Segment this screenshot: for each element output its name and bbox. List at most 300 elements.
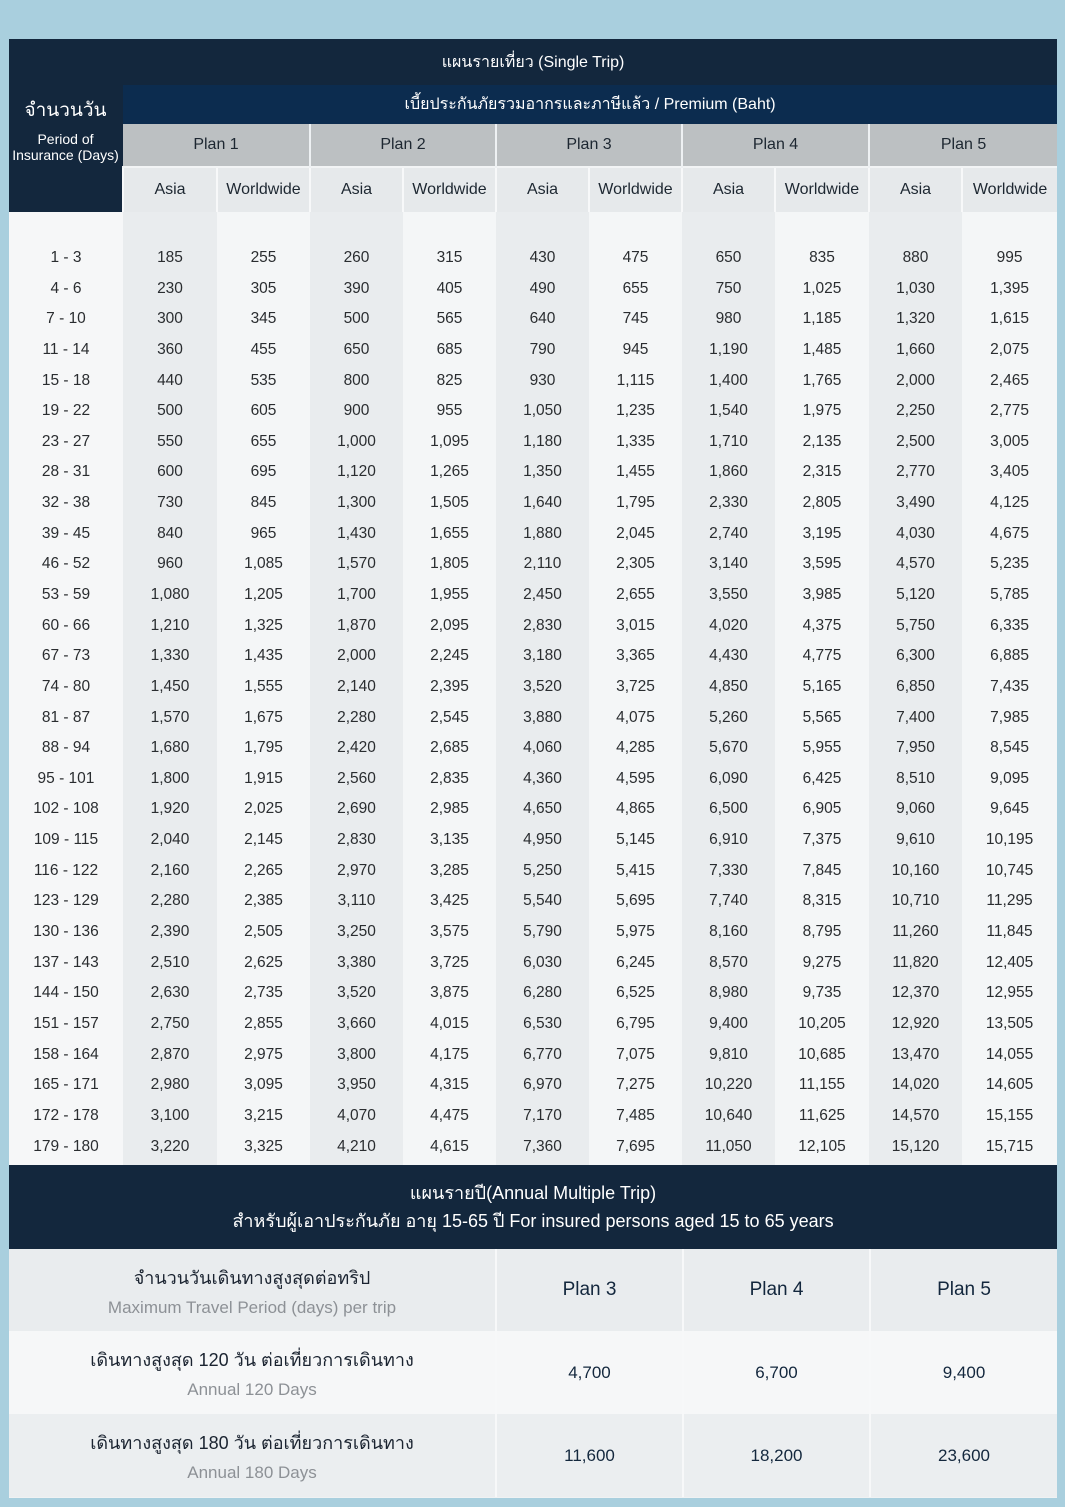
premium-cell: 1,555 bbox=[217, 672, 310, 703]
premium-cell: 345 bbox=[217, 304, 310, 335]
premium-cell: 3,220 bbox=[123, 1131, 217, 1162]
rate-row bbox=[9, 886, 1057, 917]
premium-cell: 3,250 bbox=[310, 917, 403, 948]
premium-cell: 7,485 bbox=[589, 1101, 682, 1132]
premium-cell: 1,540 bbox=[682, 396, 775, 427]
days-range: 15 - 18 bbox=[9, 365, 123, 396]
premium-cell: 2,870 bbox=[123, 1039, 217, 1070]
rate-row bbox=[9, 396, 1057, 427]
days-range: 23 - 27 bbox=[9, 426, 123, 457]
premium-cell: 2,830 bbox=[496, 610, 589, 641]
annual-trip-table bbox=[9, 1165, 1057, 1497]
premium-header: เบี้ยประกันภัยรวมอากรและภาษีแล้ว / Premium (Baht) bbox=[123, 85, 1057, 124]
premium-cell: 1,025 bbox=[775, 273, 869, 304]
rate-row bbox=[9, 641, 1057, 672]
rate-row bbox=[9, 855, 1057, 886]
premium-cell: 300 bbox=[123, 304, 217, 335]
premium-cell: 4,865 bbox=[589, 794, 682, 825]
premium-cell: 1,325 bbox=[217, 610, 310, 641]
days-range: 95 - 101 bbox=[9, 764, 123, 795]
premium-cell: 390 bbox=[310, 273, 403, 304]
premium-cell: 4,020 bbox=[682, 610, 775, 641]
days-range: 137 - 143 bbox=[9, 947, 123, 978]
premium-cell: 10,710 bbox=[869, 886, 962, 917]
premium-cell: 2,135 bbox=[775, 426, 869, 457]
premium-cell: 8,570 bbox=[682, 947, 775, 978]
premium-cell: 5,165 bbox=[775, 672, 869, 703]
annual-price: 23,600 bbox=[870, 1414, 1057, 1497]
premium-cell: 745 bbox=[589, 304, 682, 335]
premium-cell: 490 bbox=[496, 273, 589, 304]
premium-cell: 9,095 bbox=[962, 764, 1057, 795]
premium-cell: 3,095 bbox=[217, 1070, 310, 1101]
rate-row bbox=[9, 917, 1057, 948]
premium-cell: 2,280 bbox=[123, 886, 217, 917]
premium-cell: 305 bbox=[217, 273, 310, 304]
premium-cell: 1,395 bbox=[962, 273, 1057, 304]
premium-cell: 3,140 bbox=[682, 549, 775, 580]
annual-title-line1: แผนรายปี(Annual Multiple Trip) bbox=[409, 1183, 657, 1203]
premium-cell: 3,110 bbox=[310, 886, 403, 917]
premium-cell: 8,545 bbox=[962, 733, 1057, 764]
premium-cell: 10,195 bbox=[962, 825, 1057, 856]
premium-cell: 535 bbox=[217, 365, 310, 396]
region-header-asia: Asia bbox=[869, 167, 962, 212]
premium-cell: 4,075 bbox=[589, 702, 682, 733]
header-label-thai: จำนวนวันเดินทางสูงสุดต่อทริป bbox=[133, 1267, 371, 1288]
premium-cell: 825 bbox=[403, 365, 496, 396]
premium-cell: 3,520 bbox=[496, 672, 589, 703]
premium-cell: 9,400 bbox=[682, 1009, 775, 1040]
days-range: 165 - 171 bbox=[9, 1070, 123, 1101]
premium-cell: 3,875 bbox=[403, 978, 496, 1009]
premium-cell: 1,320 bbox=[869, 304, 962, 335]
premium-cell: 4,675 bbox=[962, 518, 1057, 549]
days-range: 151 - 157 bbox=[9, 1009, 123, 1040]
days-range: 19 - 22 bbox=[9, 396, 123, 427]
annual-row bbox=[9, 1331, 1057, 1414]
days-range: 158 - 164 bbox=[9, 1039, 123, 1070]
premium-cell: 9,645 bbox=[962, 794, 1057, 825]
premium-cell: 2,160 bbox=[123, 855, 217, 886]
rate-row bbox=[9, 488, 1057, 519]
rate-row bbox=[9, 978, 1057, 1009]
rate-row bbox=[9, 733, 1057, 764]
premium-cell: 2,000 bbox=[869, 365, 962, 396]
premium-cell: 6,245 bbox=[589, 947, 682, 978]
premium-cell: 4,950 bbox=[496, 825, 589, 856]
premium-cell: 2,770 bbox=[869, 457, 962, 488]
premium-cell: 4,475 bbox=[403, 1101, 496, 1132]
days-range: 102 - 108 bbox=[9, 794, 123, 825]
premium-cell: 5,695 bbox=[589, 886, 682, 917]
premium-cell: 3,725 bbox=[403, 947, 496, 978]
premium-cell: 1,080 bbox=[123, 580, 217, 611]
annual-trip-panel bbox=[9, 1165, 1057, 1498]
annual-price: 9,400 bbox=[870, 1331, 1057, 1414]
premium-cell: 360 bbox=[123, 335, 217, 366]
premium-cell: 7,950 bbox=[869, 733, 962, 764]
rate-row bbox=[9, 610, 1057, 641]
premium-cell: 1,330 bbox=[123, 641, 217, 672]
premium-cell: 6,090 bbox=[682, 764, 775, 795]
premium-cell: 7,740 bbox=[682, 886, 775, 917]
premium-cell: 2,040 bbox=[123, 825, 217, 856]
premium-cell: 14,605 bbox=[962, 1070, 1057, 1101]
premium-cell: 9,810 bbox=[682, 1039, 775, 1070]
premium-cell: 3,950 bbox=[310, 1070, 403, 1101]
premium-cell: 11,845 bbox=[962, 917, 1057, 948]
premium-cell: 4,060 bbox=[496, 733, 589, 764]
premium-cell: 2,145 bbox=[217, 825, 310, 856]
premium-cell: 1,030 bbox=[869, 273, 962, 304]
premium-cell: 1,000 bbox=[310, 426, 403, 457]
premium-cell: 3,285 bbox=[403, 855, 496, 886]
premium-cell: 6,850 bbox=[869, 672, 962, 703]
premium-cell: 6,530 bbox=[496, 1009, 589, 1040]
premium-cell: 5,975 bbox=[589, 917, 682, 948]
premium-cell: 11,050 bbox=[682, 1131, 775, 1162]
premium-cell: 9,060 bbox=[869, 794, 962, 825]
premium-cell: 5,750 bbox=[869, 610, 962, 641]
premium-cell: 5,260 bbox=[682, 702, 775, 733]
premium-cell: 5,235 bbox=[962, 549, 1057, 580]
premium-cell: 2,330 bbox=[682, 488, 775, 519]
annual-price: 6,700 bbox=[683, 1331, 870, 1414]
annual-price: 18,200 bbox=[683, 1414, 870, 1497]
premium-cell: 640 bbox=[496, 304, 589, 335]
premium-cell: 5,565 bbox=[775, 702, 869, 733]
premium-cell: 2,630 bbox=[123, 978, 217, 1009]
premium-cell: 4,775 bbox=[775, 641, 869, 672]
premium-cell: 2,805 bbox=[775, 488, 869, 519]
premium-cell: 500 bbox=[123, 396, 217, 427]
premium-cell: 835 bbox=[775, 243, 869, 274]
premium-cell: 1,120 bbox=[310, 457, 403, 488]
days-range: 4 - 6 bbox=[9, 273, 123, 304]
premium-cell: 1,805 bbox=[403, 549, 496, 580]
rate-row bbox=[9, 1070, 1057, 1101]
rate-row bbox=[9, 702, 1057, 733]
premium-cell: 600 bbox=[123, 457, 217, 488]
premium-cell: 11,625 bbox=[775, 1101, 869, 1132]
premium-cell: 650 bbox=[310, 335, 403, 366]
premium-cell: 3,015 bbox=[589, 610, 682, 641]
premium-cell: 2,000 bbox=[310, 641, 403, 672]
premium-cell: 4,070 bbox=[310, 1101, 403, 1132]
premium-cell: 1,115 bbox=[589, 365, 682, 396]
plan-header: Plan 4 bbox=[682, 124, 869, 167]
rate-row bbox=[9, 947, 1057, 978]
rate-row bbox=[9, 549, 1057, 580]
premium-cell: 2,690 bbox=[310, 794, 403, 825]
single-trip-panel bbox=[9, 39, 1057, 1155]
premium-cell: 650 bbox=[682, 243, 775, 274]
premium-cell: 10,685 bbox=[775, 1039, 869, 1070]
premium-cell: 2,140 bbox=[310, 672, 403, 703]
premium-cell: 2,545 bbox=[403, 702, 496, 733]
premium-cell: 800 bbox=[310, 365, 403, 396]
premium-cell: 1,095 bbox=[403, 426, 496, 457]
rate-row bbox=[9, 365, 1057, 396]
row-label-en: Annual 120 Days bbox=[187, 1380, 317, 1399]
premium-cell: 6,335 bbox=[962, 610, 1057, 641]
days-range: 1 - 3 bbox=[9, 243, 123, 274]
premium-cell: 1,700 bbox=[310, 580, 403, 611]
premium-cell: 2,305 bbox=[589, 549, 682, 580]
rate-row bbox=[9, 1131, 1057, 1162]
premium-cell: 12,370 bbox=[869, 978, 962, 1009]
max-travel-period-header bbox=[9, 1249, 496, 1331]
days-range: 88 - 94 bbox=[9, 733, 123, 764]
premium-cell: 8,510 bbox=[869, 764, 962, 795]
premium-cell: 3,520 bbox=[310, 978, 403, 1009]
premium-cell: 4,570 bbox=[869, 549, 962, 580]
premium-cell: 790 bbox=[496, 335, 589, 366]
premium-cell: 1,435 bbox=[217, 641, 310, 672]
premium-cell: 965 bbox=[217, 518, 310, 549]
premium-cell: 1,185 bbox=[775, 304, 869, 335]
days-range: 28 - 31 bbox=[9, 457, 123, 488]
premium-cell: 7,695 bbox=[589, 1131, 682, 1162]
rate-row bbox=[9, 243, 1057, 274]
premium-cell: 2,560 bbox=[310, 764, 403, 795]
annual-plan-header: Plan 5 bbox=[870, 1249, 1057, 1331]
rate-row bbox=[9, 672, 1057, 703]
premium-cell: 1,180 bbox=[496, 426, 589, 457]
days-range: 53 - 59 bbox=[9, 580, 123, 611]
premium-cell: 2,245 bbox=[403, 641, 496, 672]
premium-cell: 550 bbox=[123, 426, 217, 457]
premium-cell: 260 bbox=[310, 243, 403, 274]
premium-cell: 695 bbox=[217, 457, 310, 488]
premium-cell: 5,785 bbox=[962, 580, 1057, 611]
plan-header: Plan 2 bbox=[310, 124, 496, 167]
premium-cell: 840 bbox=[123, 518, 217, 549]
days-range: 74 - 80 bbox=[9, 672, 123, 703]
annual-trip-title bbox=[9, 1165, 1057, 1249]
premium-cell: 6,795 bbox=[589, 1009, 682, 1040]
premium-cell: 1,205 bbox=[217, 580, 310, 611]
days-header-thai: จำนวนวัน bbox=[24, 100, 107, 121]
premium-cell: 15,155 bbox=[962, 1101, 1057, 1132]
premium-cell: 2,045 bbox=[589, 518, 682, 549]
premium-cell: 1,570 bbox=[123, 702, 217, 733]
premium-cell: 255 bbox=[217, 243, 310, 274]
premium-cell: 7,075 bbox=[589, 1039, 682, 1070]
premium-cell: 7,170 bbox=[496, 1101, 589, 1132]
premium-cell: 315 bbox=[403, 243, 496, 274]
premium-cell: 1,915 bbox=[217, 764, 310, 795]
premium-cell: 3,595 bbox=[775, 549, 869, 580]
premium-cell: 6,910 bbox=[682, 825, 775, 856]
days-range: 67 - 73 bbox=[9, 641, 123, 672]
annual-plan-header: Plan 4 bbox=[683, 1249, 870, 1331]
premium-cell: 1,975 bbox=[775, 396, 869, 427]
premium-cell: 4,375 bbox=[775, 610, 869, 641]
region-header-asia: Asia bbox=[310, 167, 403, 212]
annual-row-label bbox=[9, 1331, 496, 1414]
premium-cell: 10,160 bbox=[869, 855, 962, 886]
premium-cell: 12,955 bbox=[962, 978, 1057, 1009]
premium-cell: 7,845 bbox=[775, 855, 869, 886]
premium-cell: 4,210 bbox=[310, 1131, 403, 1162]
premium-cell: 4,125 bbox=[962, 488, 1057, 519]
rate-row bbox=[9, 1101, 1057, 1132]
premium-cell: 3,490 bbox=[869, 488, 962, 519]
region-header-asia: Asia bbox=[496, 167, 589, 212]
premium-cell: 2,775 bbox=[962, 396, 1057, 427]
premium-cell: 3,180 bbox=[496, 641, 589, 672]
premium-cell: 6,885 bbox=[962, 641, 1057, 672]
annual-row-label bbox=[9, 1414, 496, 1497]
premium-cell: 1,615 bbox=[962, 304, 1057, 335]
premium-cell: 4,595 bbox=[589, 764, 682, 795]
premium-cell: 12,405 bbox=[962, 947, 1057, 978]
premium-cell: 3,380 bbox=[310, 947, 403, 978]
premium-cell: 6,525 bbox=[589, 978, 682, 1009]
premium-cell: 455 bbox=[217, 335, 310, 366]
premium-cell: 3,550 bbox=[682, 580, 775, 611]
premium-cell: 10,205 bbox=[775, 1009, 869, 1040]
plan-header: Plan 3 bbox=[496, 124, 682, 167]
premium-cell: 1,920 bbox=[123, 794, 217, 825]
annual-plan-header: Plan 3 bbox=[496, 1249, 683, 1331]
premium-cell: 5,145 bbox=[589, 825, 682, 856]
premium-cell: 1,640 bbox=[496, 488, 589, 519]
region-header-worldwide: Worldwide bbox=[403, 167, 496, 212]
premium-cell: 2,835 bbox=[403, 764, 496, 795]
premium-cell: 3,405 bbox=[962, 457, 1057, 488]
premium-cell: 1,085 bbox=[217, 549, 310, 580]
premium-cell: 1,190 bbox=[682, 335, 775, 366]
premium-cell: 2,250 bbox=[869, 396, 962, 427]
days-range: 109 - 115 bbox=[9, 825, 123, 856]
premium-cell: 6,300 bbox=[869, 641, 962, 672]
premium-cell: 3,005 bbox=[962, 426, 1057, 457]
premium-cell: 2,395 bbox=[403, 672, 496, 703]
annual-price: 4,700 bbox=[496, 1331, 683, 1414]
premium-cell: 1,335 bbox=[589, 426, 682, 457]
premium-cell: 1,710 bbox=[682, 426, 775, 457]
premium-cell: 2,510 bbox=[123, 947, 217, 978]
premium-cell: 1,400 bbox=[682, 365, 775, 396]
premium-cell: 655 bbox=[589, 273, 682, 304]
row-label-thai: เดินทางสูงสุด 120 วัน ต่อเที่ยวการเดินทาง bbox=[90, 1350, 414, 1370]
premium-cell: 1,050 bbox=[496, 396, 589, 427]
premium-cell: 1,795 bbox=[217, 733, 310, 764]
premium-cell: 7,330 bbox=[682, 855, 775, 886]
premium-cell: 3,985 bbox=[775, 580, 869, 611]
premium-cell: 2,420 bbox=[310, 733, 403, 764]
row-label-thai: เดินทางสูงสุด 180 วัน ต่อเที่ยวการเดินทาง bbox=[90, 1433, 414, 1453]
premium-cell: 500 bbox=[310, 304, 403, 335]
days-range: 32 - 38 bbox=[9, 488, 123, 519]
days-range: 172 - 178 bbox=[9, 1101, 123, 1132]
premium-cell: 2,110 bbox=[496, 549, 589, 580]
premium-cell: 2,980 bbox=[123, 1070, 217, 1101]
premium-cell: 3,215 bbox=[217, 1101, 310, 1132]
premium-cell: 1,655 bbox=[403, 518, 496, 549]
premium-cell: 1,570 bbox=[310, 549, 403, 580]
premium-cell: 1,870 bbox=[310, 610, 403, 641]
premium-cell: 14,020 bbox=[869, 1070, 962, 1101]
premium-cell: 845 bbox=[217, 488, 310, 519]
header-label-en: Maximum Travel Period (days) per trip bbox=[107, 1297, 397, 1317]
premium-cell: 7,985 bbox=[962, 702, 1057, 733]
premium-cell: 5,790 bbox=[496, 917, 589, 948]
rate-row bbox=[9, 764, 1057, 795]
annual-row bbox=[9, 1414, 1057, 1497]
premium-cell: 3,325 bbox=[217, 1131, 310, 1162]
premium-cell: 13,470 bbox=[869, 1039, 962, 1070]
premium-cell: 2,830 bbox=[310, 825, 403, 856]
premium-cell: 1,455 bbox=[589, 457, 682, 488]
rate-row bbox=[9, 335, 1057, 366]
premium-cell: 1,485 bbox=[775, 335, 869, 366]
region-header-asia: Asia bbox=[123, 167, 217, 212]
premium-cell: 10,640 bbox=[682, 1101, 775, 1132]
premium-cell: 900 bbox=[310, 396, 403, 427]
premium-cell: 11,295 bbox=[962, 886, 1057, 917]
premium-cell: 1,955 bbox=[403, 580, 496, 611]
premium-cell: 605 bbox=[217, 396, 310, 427]
premium-cell: 1,860 bbox=[682, 457, 775, 488]
rate-row bbox=[9, 426, 1057, 457]
premium-cell: 955 bbox=[403, 396, 496, 427]
premium-cell: 5,250 bbox=[496, 855, 589, 886]
premium-cell: 2,985 bbox=[403, 794, 496, 825]
premium-cell: 5,955 bbox=[775, 733, 869, 764]
premium-cell: 6,970 bbox=[496, 1070, 589, 1101]
premium-cell: 980 bbox=[682, 304, 775, 335]
premium-cell: 9,610 bbox=[869, 825, 962, 856]
premium-cell: 5,120 bbox=[869, 580, 962, 611]
premium-cell: 2,655 bbox=[589, 580, 682, 611]
premium-cell: 3,425 bbox=[403, 886, 496, 917]
premium-cell: 2,970 bbox=[310, 855, 403, 886]
premium-cell: 960 bbox=[123, 549, 217, 580]
days-range: 7 - 10 bbox=[9, 304, 123, 335]
premium-cell: 11,260 bbox=[869, 917, 962, 948]
premium-cell: 7,275 bbox=[589, 1070, 682, 1101]
premium-cell: 3,800 bbox=[310, 1039, 403, 1070]
premium-cell: 2,735 bbox=[217, 978, 310, 1009]
premium-cell: 4,650 bbox=[496, 794, 589, 825]
premium-cell: 1,800 bbox=[123, 764, 217, 795]
premium-cell: 6,425 bbox=[775, 764, 869, 795]
premium-cell: 5,670 bbox=[682, 733, 775, 764]
premium-cell: 3,880 bbox=[496, 702, 589, 733]
premium-cell: 6,770 bbox=[496, 1039, 589, 1070]
days-range: 116 - 122 bbox=[9, 855, 123, 886]
premium-cell: 8,980 bbox=[682, 978, 775, 1009]
rate-row bbox=[9, 457, 1057, 488]
premium-cell: 11,155 bbox=[775, 1070, 869, 1101]
premium-cell: 4,285 bbox=[589, 733, 682, 764]
days-range: 46 - 52 bbox=[9, 549, 123, 580]
premium-cell: 1,265 bbox=[403, 457, 496, 488]
premium-cell: 2,385 bbox=[217, 886, 310, 917]
single-trip-title: แผนรายเที่ยว (Single Trip) bbox=[9, 39, 1057, 85]
days-range: 144 - 150 bbox=[9, 978, 123, 1009]
premium-cell: 2,390 bbox=[123, 917, 217, 948]
premium-cell: 2,855 bbox=[217, 1009, 310, 1040]
premium-cell: 1,660 bbox=[869, 335, 962, 366]
days-range: 60 - 66 bbox=[9, 610, 123, 641]
premium-cell: 1,210 bbox=[123, 610, 217, 641]
premium-cell: 15,120 bbox=[869, 1131, 962, 1162]
